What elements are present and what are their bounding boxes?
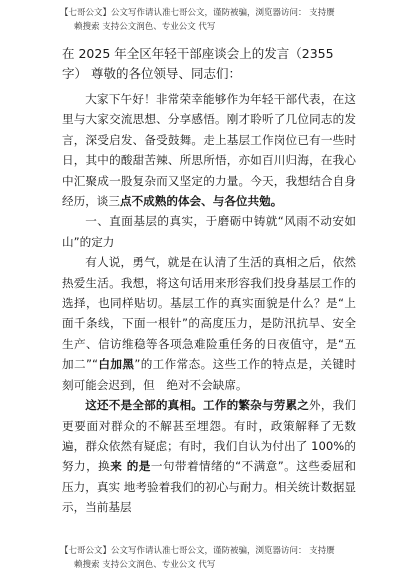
paragraph-4-bold-2: 来 的是 [110,459,151,474]
watermark-footer-line-2: 赖搜索 支持公文润色、专业公文 代写 [74,560,216,570]
watermark-header [60,6,360,34]
section-heading-1: 一、直面基层的真实，于磨砺中铸就“风雨不动安如山”的定力 [62,214,356,249]
paragraph-4-text-b: 一句带着情绪的“不满意”。这些委屈和压力，真实 地考验着我们的初心与耐力。相关统计数据显示，当前基层 [62,459,356,515]
paragraph-1 [62,89,356,211]
paragraph-3 [62,252,356,395]
paragraph-4 [62,395,356,517]
watermark-footer-line-1: 【七哥公文】公文写作请认准七哥公文，谨防被骗，浏览器访问： 支持赝 [60,546,335,556]
paragraph-1-bold: 点不成熟的体会、与各位共勉。 [119,194,283,209]
title-line-2: 字） 尊敬的各位领导、同志们： [62,66,241,81]
paragraph-4-text-a: 外，我们更要面对群众的不解甚至埋怨。有时，政策解释了无数遍，群众依然有疑虑；有时，我们自认为付出了 100%的努力，换 [62,398,356,474]
speech-title [62,44,354,84]
watermark-line-2: 赖搜索 支持公文润色、专业公文 代写 [74,22,216,32]
title-line-1: 在 2025 年全区年轻干部座谈会上的发言（2355 [62,46,334,61]
watermark-footer [60,544,360,572]
paragraph-3-text-a: 有人说，勇气，就是在认清了生活的真相之后，依然热爱生活。我想，将这句话用来形容我们投身基层工作的选择，也同样贴切。基层工作的真实面貌是什么？是“上面千条线，下面一根针”的高度压力，是防汛抗旱、安全生产、信访维稳等各项急难险重任务的日夜值守，是“五加二”“ [62,255,356,372]
speech-body [62,89,356,518]
paragraph-4-bold-1: 这还不是全部的真相。工作的繁杂与劳累之 [85,398,310,413]
watermark-line-1: 【七哥公文】公文写作请认准七哥公文，谨防被骗，浏览器访问： 支持赝 [60,8,335,18]
paragraph-3-text-b: ”的工作常态。这些工作的特点是，关键时刻可能会迟到，但 绝对不会缺席。 [62,357,356,392]
paragraph-1-text: 大家下午好！非常荣幸能够作为年轻干部代表，在这里与大家交流思想、分享感悟。刚才聆听了几位同志的发言，深受启发、备受鼓舞。走上基层工作岗位已有一些时日，其中的酸甜苦辣、所思所悟，亦如百川归海，在我心中汇聚成一股复杂而又坚定的力量。今天，我想结合自身经历，谈三 [62,92,356,209]
paragraph-3-bold: 白加黑 [97,357,135,372]
